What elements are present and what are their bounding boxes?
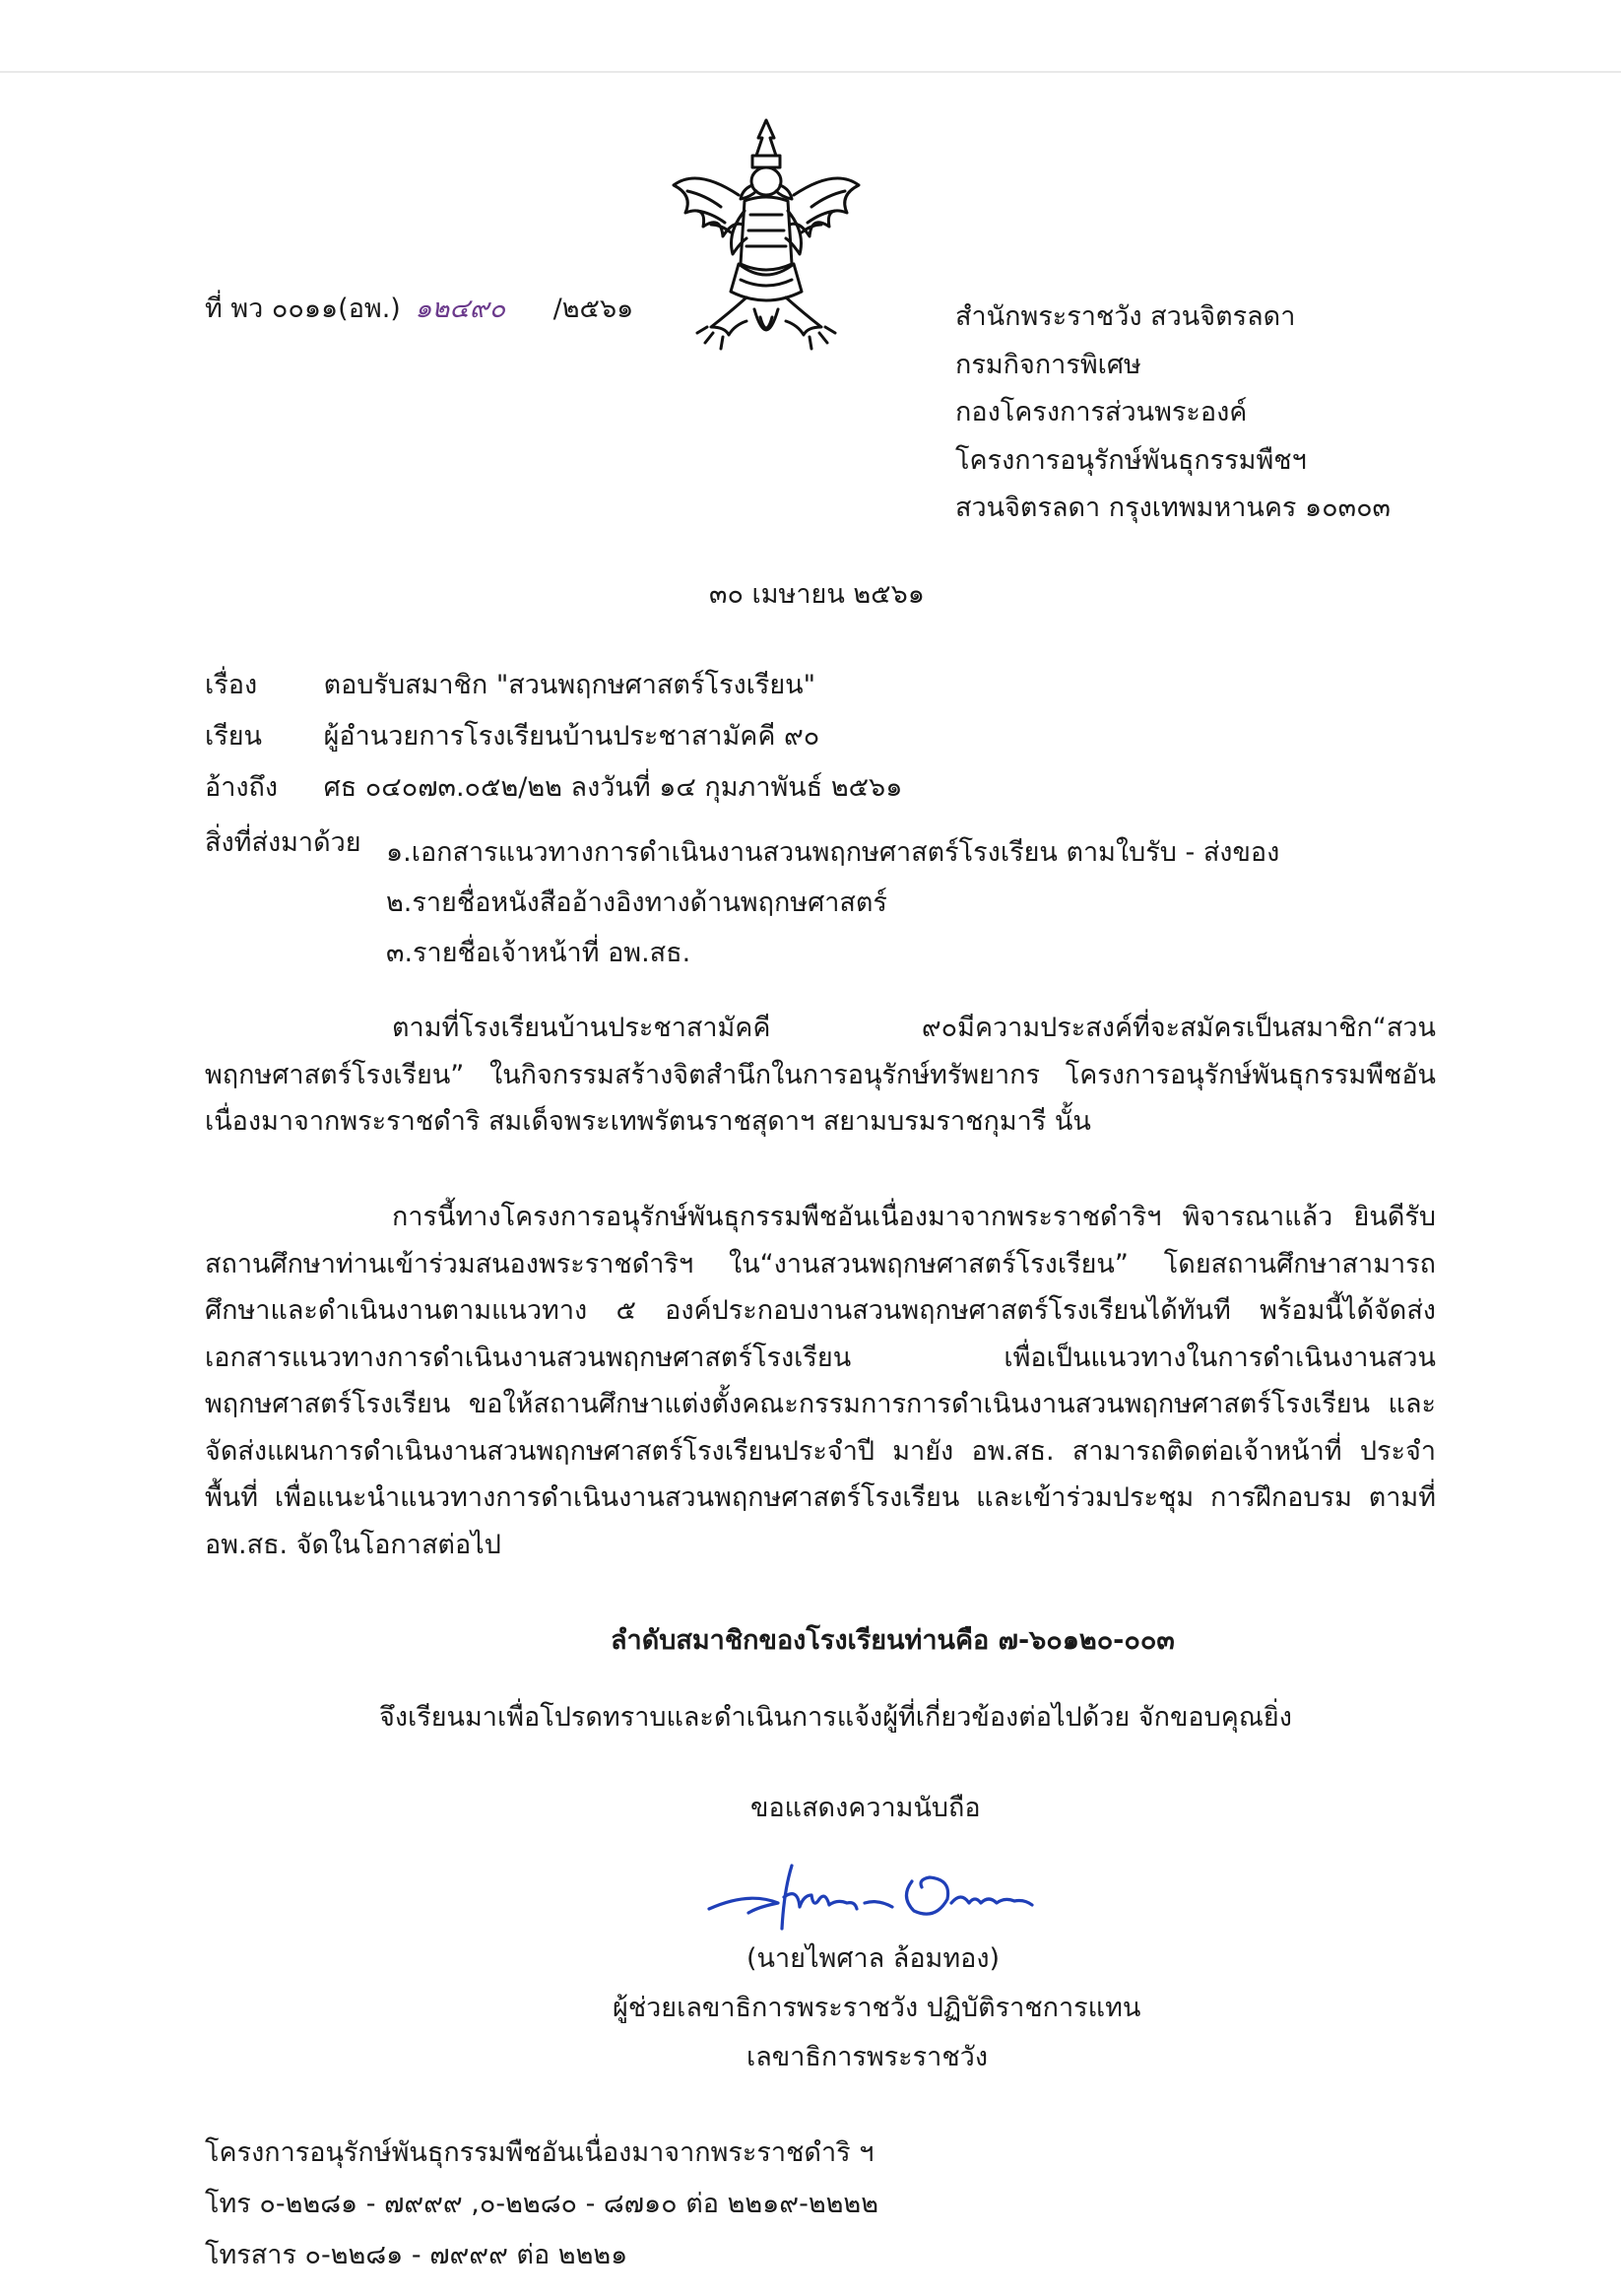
sender-line: กรมกิจการพิเศษ	[955, 349, 1141, 380]
paragraph-1-text: ตามที่โรงเรียนบ้านประชาสามัคคี ๙๐มีความประสงค์ที่จะสมัครเป็นสมาชิก“สวนพฤกษศาสตร์โรงเรียน” ในกิจกรรมสร้างจิตสำนึกในการอนุรักษ์ทรัพยากร โครงการอนุรักษ์พันธุกรรมพืชอันเนื่องมาจากพระราชดำริ สมเด็จพระเทพรัตนราชสุดาฯ สยามบรมราชกุมารี นั้น	[205, 1013, 1436, 1137]
scan-edge-line	[0, 71, 1621, 73]
enclosure-item: ๑.เอกสารแนวทางการดำเนินงานสวนพฤกษศาสตร์โรงเรียน ตามใบรับ - ส่งของ	[386, 837, 1280, 868]
reference-line	[205, 772, 902, 804]
paragraph-2-text: การนี้ทางโครงการอนุรักษ์พันธุกรรมพืชอันเนื่องมาจากพระราชดำริฯ พิจารณาแล้ว ยินดีรับสถานศึกษาท่านเข้าร่วมสนองพระราชดำริฯ ใน“งานสวนพฤกษศาสตร์โรงเรียน” โดยสถานศึกษาสามารถศึกษาและดำเนินงานตามแนวทาง ๕ องค์ประกอบงานสวนพฤกษศาสตร์โรงเรียนได้ทันที พร้อมนี้ได้จัดส่งเอกสารแนวทางการดำเนินงานสวนพฤกษศาสตร์โรงเรียน เพื่อเป็นแนวทางในการดำเนินงานสวนพฤกษศาสตร์โรงเรียน ขอให้สถานศึกษาแต่งตั้งคณะกรรมการการดำเนินงานสวนพฤกษศาสตร์โรงเรียน และจัดส่งแผนการดำเนินงานสวนพฤกษศาสตร์โรงเรียนประจำปี มายัง อพ.สธ. สามารถติดต่อเจ้าหน้าที่ ประจำพื้นที่ เพื่อแนะนำแนวทางการดำเนินงานสวนพฤกษศาสตร์โรงเรียน และเข้าร่วมประชุม การฝึกอบรม ตามที่ อพ.สธ. จัดในโอกาสต่อไป	[205, 1202, 1436, 1560]
sender-line: สำนักพระราชวัง สวนจิตรลดา	[955, 301, 1296, 332]
salutation: ขอแสดงความนับถือ	[750, 1793, 981, 1823]
garuda-emblem-icon	[668, 116, 865, 358]
body-paragraph-2	[205, 1194, 1436, 1568]
subject-line	[205, 670, 815, 701]
enclosure-item: ๓.รายชื่อเจ้าหน้าที่ อพ.สธ.	[386, 938, 691, 968]
member-number: ลำดับสมาชิกของโรงเรียนท่านคือ ๗-๖๐๑๒๐-๐๐๓	[611, 1625, 1175, 1656]
subject-label: เรื่อง	[205, 670, 258, 700]
ref-year: /๒๕๖๑	[552, 294, 634, 324]
reference-value: ศธ ๐๔๐๗๓.๐๕๒/๒๒ ลงวันที่ ๑๔ กุมภาพันธ์ ๒๕๖๑	[323, 772, 903, 803]
letter-date: ๓๐ เมษายน ๒๕๖๑	[709, 579, 925, 610]
footer-phone: โทร ๐-๒๒๘๑ - ๗๙๙๙ ,๐-๒๒๘๐ - ๘๗๑๐ ต่อ ๒๒๑๙-๒๒๒๒	[205, 2189, 879, 2219]
ref-number-handwritten: ๑๒๔๙๐	[415, 294, 506, 324]
footer-contact	[205, 2128, 878, 2281]
recipient-line	[205, 721, 819, 753]
signature-icon	[689, 1852, 1064, 1945]
recipient-label: เรียน	[205, 721, 263, 752]
reference-number-line	[205, 294, 633, 325]
signatory-name: (นายไพศาล ล้อมทอง)	[746, 1943, 1001, 1974]
enclosures-label: สิ่งที่ส่งมาด้วย	[205, 827, 361, 858]
ref-prefix: ที่ พว ๐๐๑๑(อพ.)	[205, 294, 401, 324]
enclosure-item: ๒.รายชื่อหนังสืออ้างอิงทางด้านพฤกษศาสตร์	[386, 887, 887, 918]
body-paragraph-1	[205, 1005, 1436, 1146]
signatory-title-2: เลขาธิการพระราชวัง	[746, 2042, 989, 2072]
sender-address	[955, 294, 1391, 533]
sender-line: กองโครงการส่วนพระองค์	[955, 397, 1248, 427]
footer-fax: โทรสาร ๐-๒๒๘๑ - ๗๙๙๙ ต่อ ๒๒๒๑	[205, 2240, 628, 2270]
subject-value: ตอบรับสมาชิก "สวนพฤกษศาสตร์โรงเรียน"	[323, 670, 816, 700]
sender-line: โครงการอนุรักษ์พันธุกรรมพืชฯ	[955, 444, 1307, 476]
closing-request: จึงเรียนมาเพื่อโปรดทราบและดำเนินการแจ้งผู้ที่เกี่ยวข้องต่อไปด้วย จักขอบคุณยิ่ง	[379, 1702, 1292, 1733]
recipient-value: ผู้อำนวยการโรงเรียนบ้านประชาสามัคคี ๙๐	[323, 721, 820, 752]
enclosures-list	[386, 827, 1279, 978]
sender-line: สวนจิตรลดา กรุงเทพมหานคร ๑๐๓๐๓	[955, 492, 1392, 523]
signatory-title: ผู้ช่วยเลขาธิการพระราชวัง ปฏิบัติราชการแทน	[613, 1993, 1141, 2023]
footer-org: โครงการอนุรักษ์พันธุกรรมพืชอันเนื่องมาจากพระราชดำริ ฯ	[205, 2137, 875, 2168]
reference-label: อ้างถึง	[205, 772, 279, 803]
